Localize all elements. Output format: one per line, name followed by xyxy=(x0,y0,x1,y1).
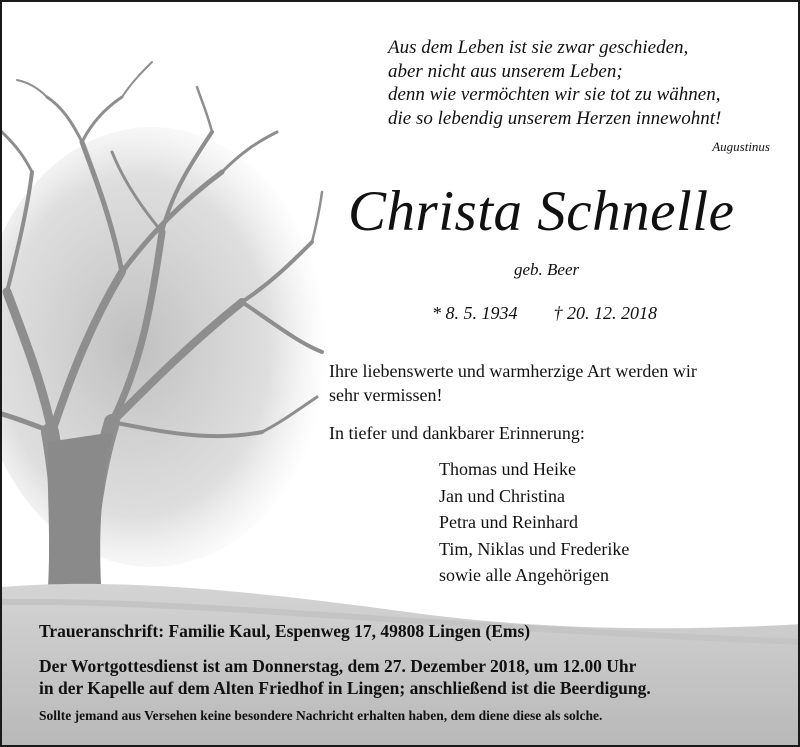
mourner-item: Jan und Christina xyxy=(439,485,565,506)
mourner-item: Tim, Niklas und Frederike xyxy=(439,538,630,559)
message-line: sehr vermissen! xyxy=(329,385,443,405)
notice-note: Sollte jemand aus Versehen keine besondere Nachricht erhalten haben, dem diene diese als solche. xyxy=(39,708,603,723)
quote xyxy=(388,36,788,130)
message-line: Ihre liebenswerte und warmherzige Art werden wir xyxy=(329,361,697,381)
quote-author: Augustinus xyxy=(712,139,770,154)
farewell-message xyxy=(329,359,769,407)
life-dates xyxy=(432,303,657,324)
deceased-name: Christa Schnelle xyxy=(348,180,735,243)
mourning-address: Traueranschrift: Familie Kaul, Espenweg 17, 49808 Lingen (Ems) xyxy=(39,621,531,641)
quote-line: die so lebendig unserem Herzen innewohnt! xyxy=(388,107,722,129)
mourner-item: sowie alle Angehörigen xyxy=(439,565,609,585)
service-line: Der Wortgottesdienst ist am Donnerstag, dem 27. Dezember 2018, um 12.00 Uhr xyxy=(39,656,637,676)
quote-line: Aus dem Leben ist sie zwar geschieden, xyxy=(388,37,689,58)
maiden-name: geb. Beer xyxy=(514,260,580,279)
quote-line: denn wie vermöchten wir sie tot zu wähnen, xyxy=(388,84,721,105)
footer xyxy=(39,621,789,724)
service-info xyxy=(39,655,789,699)
mourner-item: Petra und Reinhard xyxy=(439,512,578,532)
memory-line: In tiefer und dankbarer Erinnerung: xyxy=(329,423,585,443)
service-line: in der Kapelle auf dem Alten Friedhof in Lingen; anschließend ist die Beerdigung. xyxy=(39,678,651,698)
mourners-list xyxy=(439,456,629,589)
birth-date: * 8. 5. 1934 xyxy=(432,303,518,323)
death-date: † 20. 12. 2018 xyxy=(553,303,657,323)
mourner-item: Thomas und Heike xyxy=(439,459,576,479)
quote-line: aber nicht aus unserem Leben; xyxy=(388,60,623,82)
